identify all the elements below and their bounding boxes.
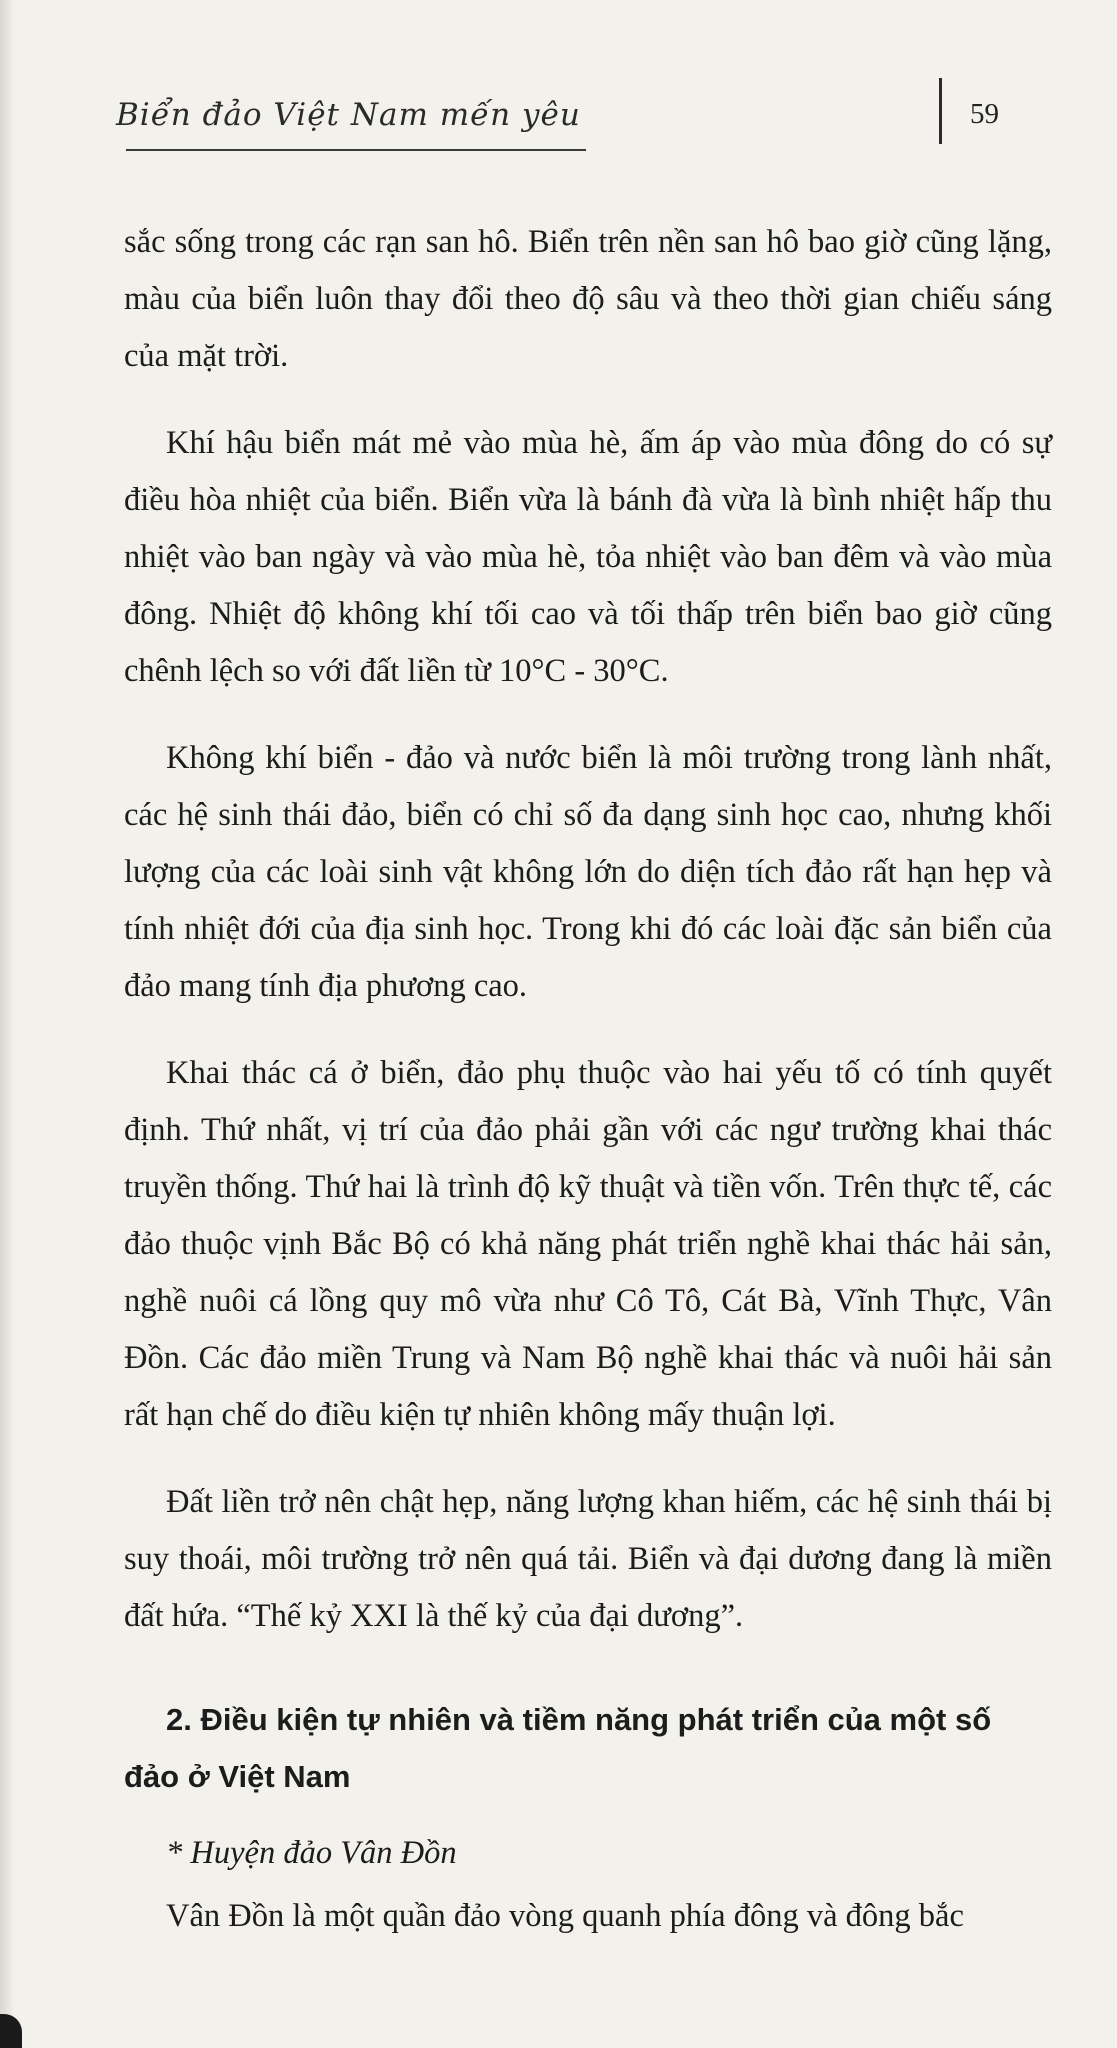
paragraph: Khai thác cá ở biển, đảo phụ thuộc vào hai yếu tố có tính quyết định. Thứ nhất, vị trí của đảo phải gần với các ngư trường khai thác truyền thống. Thứ hai là trình độ kỹ thuật và tiền vốn. Trên thực tế, các đảo thuộc vịnh Bắc Bộ có khả năng phát triển nghề khai thác hải sản, nghề nuôi cá lồng quy mô vừa như Cô Tô, Cát Bà, Vĩnh Thực, Vân Đồn. Các đảo miền Trung và Nam Bộ nghề khai thác và nuôi hải sản rất hạn chế do điều kiện tự nhiên không mấy thuận lợi. xyxy=(124,1055,1052,1433)
page-corner-shadow xyxy=(0,2014,22,2048)
page-body xyxy=(124,214,1052,1975)
page-gutter-shadow xyxy=(0,0,14,2048)
paragraph: Vân Đồn là một quần đảo vòng quanh phía đông và đông bắc xyxy=(166,1898,964,1934)
page-number: 59 xyxy=(970,98,999,130)
header-underline xyxy=(126,149,586,151)
paragraph: sắc sống trong các rạn san hô. Biển trên nền san hô bao giờ cũng lặng, màu của biển luôn thay đổi theo độ sâu và theo thời gian chiếu sáng của mặt trời. xyxy=(124,224,1052,374)
header-divider xyxy=(939,78,942,144)
paragraph: Khí hậu biển mát mẻ vào mùa hè, ấm áp vào mùa đông do có sự điều hòa nhiệt của biển. Biển vừa là bánh đà vừa là bình nhiệt hấp thu nhiệt vào ban ngày và vào mùa hè, tỏa nhiệt vào ban đêm và vào mùa đông. Nhiệt độ không khí tối cao và tối thấp trên biển bao giờ cũng chênh lệch so với đất liền từ 10°C - 30°C. xyxy=(124,425,1052,689)
running-header-title: Biển đảo Việt Nam mến yêu xyxy=(116,97,581,133)
section-heading: 2. Điều kiện tự nhiên và tiềm năng phát triển của một số đảo ở Việt Nam xyxy=(124,1702,992,1794)
subsection-heading: * Huyện đảo Vân Đồn xyxy=(166,1835,457,1871)
paragraph: Đất liền trở nên chật hẹp, năng lượng khan hiếm, các hệ sinh thái bị suy thoái, môi trường trở nên quá tải. Biển và đại dương đang là miền đất hứa. “Thế kỷ XXI là thế kỷ của đại dương”. xyxy=(124,1484,1052,1634)
paragraph: Không khí biển - đảo và nước biển là môi trường trong lành nhất, các hệ sinh thái đảo, biển có chỉ số đa dạng sinh học cao, nhưng khối lượng của các loài sinh vật không lớn do diện tích đảo rất hạn hẹp và tính nhiệt đới của địa sinh học. Trong khi đó các loài đặc sản biển của đảo mang tính địa phương cao. xyxy=(124,740,1052,1004)
